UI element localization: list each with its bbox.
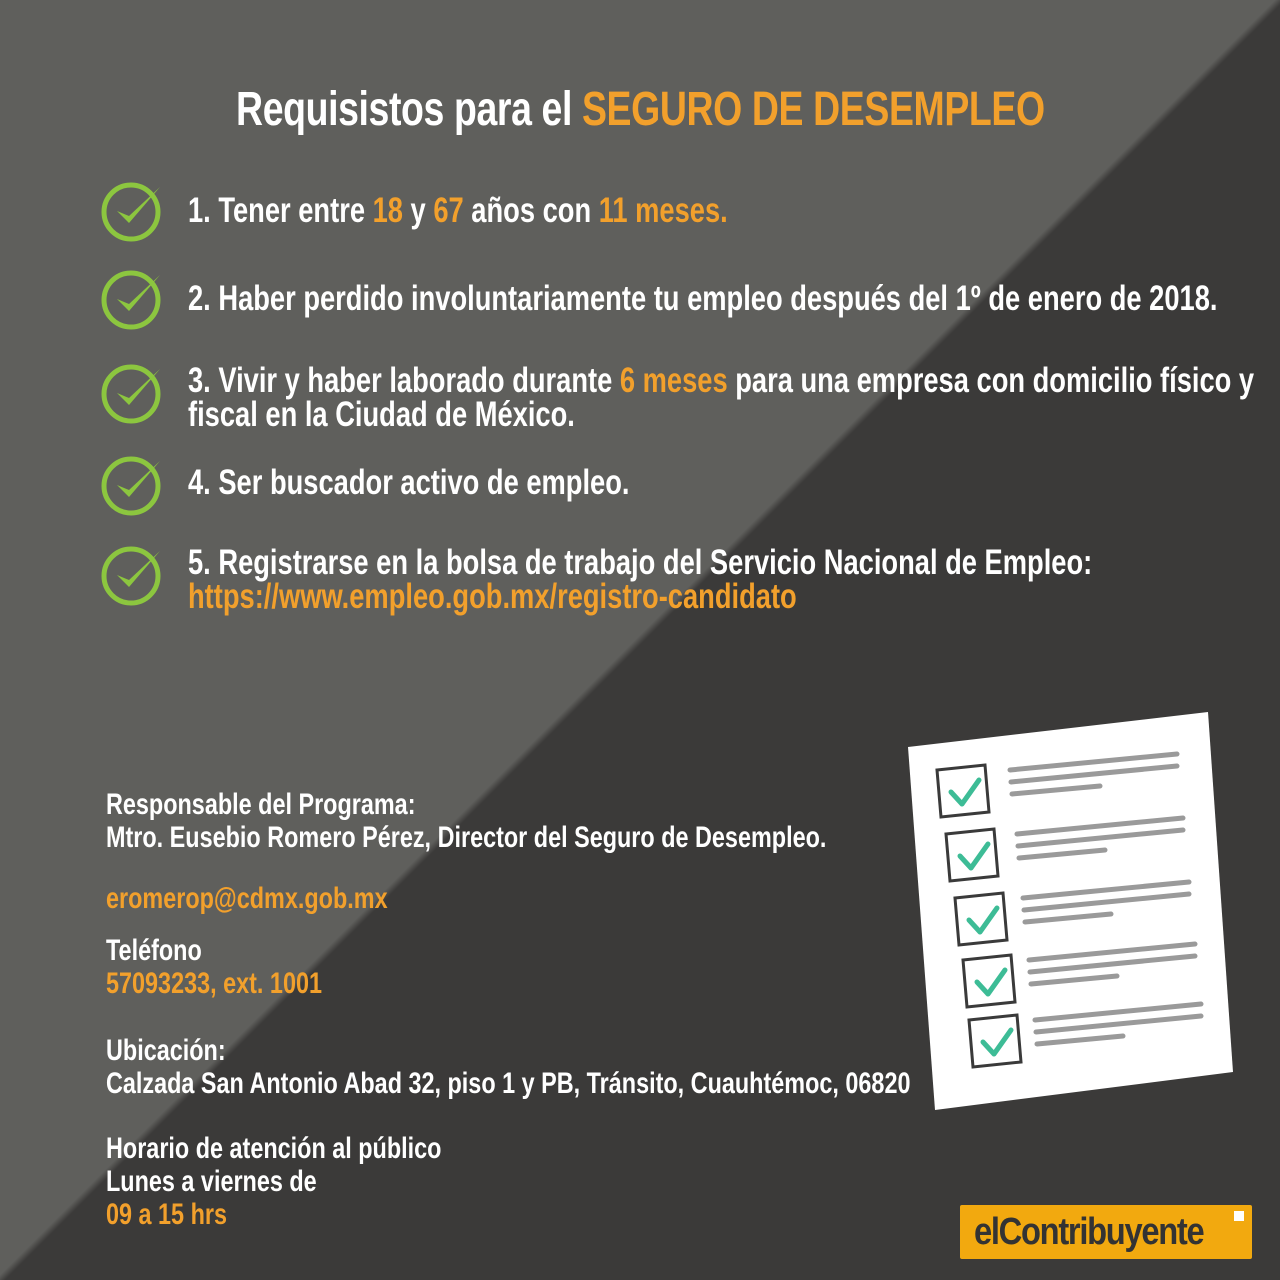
responsable-block: [106, 788, 1030, 854]
check-circle-icon: [100, 542, 166, 608]
email-block: [106, 882, 467, 915]
check-circle-icon: [100, 452, 166, 518]
checklist-icon: [905, 712, 1235, 1112]
check-circle-icon: [100, 178, 166, 244]
check-circle-icon: [100, 266, 166, 332]
telefono-label: Teléfono: [106, 934, 202, 967]
horario-label: Horario de atención al público: [106, 1132, 442, 1165]
ubicacion-value: Calzada San Antonio Abad 32, piso 1 y PB, Tránsito, Cuauhtémoc, 06820: [106, 1067, 911, 1100]
telefono-value: 57093233, ext. 1001: [106, 967, 322, 1000]
responsable-label: Responsable del Programa:: [106, 788, 416, 821]
registro-link[interactable]: https://www.empleo.gob.mx/registro-candidato: [188, 577, 797, 616]
requirement-text: 1. Tener entre 18 y 67 años con 11 meses.: [188, 191, 728, 230]
logo-corner-mark: [1234, 1211, 1244, 1221]
email-link[interactable]: eromerop@cdmx.gob.mx: [106, 882, 388, 915]
logo-text: elContribuyente: [974, 1211, 1204, 1253]
requirement-text: 5. Registrarse en la bolsa de trabajo del Servicio Nacional de Empleo: https://www.empleo.gob.mx/registro-candidato: [188, 543, 1093, 616]
horario-days: Lunes a viernes de: [106, 1165, 317, 1198]
telefono-block: [106, 934, 383, 1000]
horario-hours: 09 a 15 hrs: [106, 1198, 227, 1231]
responsable-name: Mtro. Eusebio Romero Pérez, Director del Seguro de Desempleo.: [106, 821, 827, 854]
title-highlight: SEGURO DE DESEMPLEO: [581, 83, 1045, 136]
horario-block: [106, 1132, 536, 1231]
page-title: [0, 82, 1280, 137]
requirement-text: 3. Vivir y haber laborado durante 6 meses para una empresa con domicilio físico y fiscal en la Ciudad de México.: [188, 361, 1255, 434]
requirement-text: 2. Haber perdido involuntariamente tu empleo después del 1º de enero de 2018.: [188, 279, 1218, 318]
requirement-text: 4. Ser buscador activo de empleo.: [188, 463, 630, 502]
check-circle-icon: [100, 360, 166, 426]
title-prefix: Requisistos para el: [235, 83, 582, 136]
brand-logo: [960, 1205, 1252, 1259]
ubicacion-label: Ubicación:: [106, 1034, 226, 1067]
